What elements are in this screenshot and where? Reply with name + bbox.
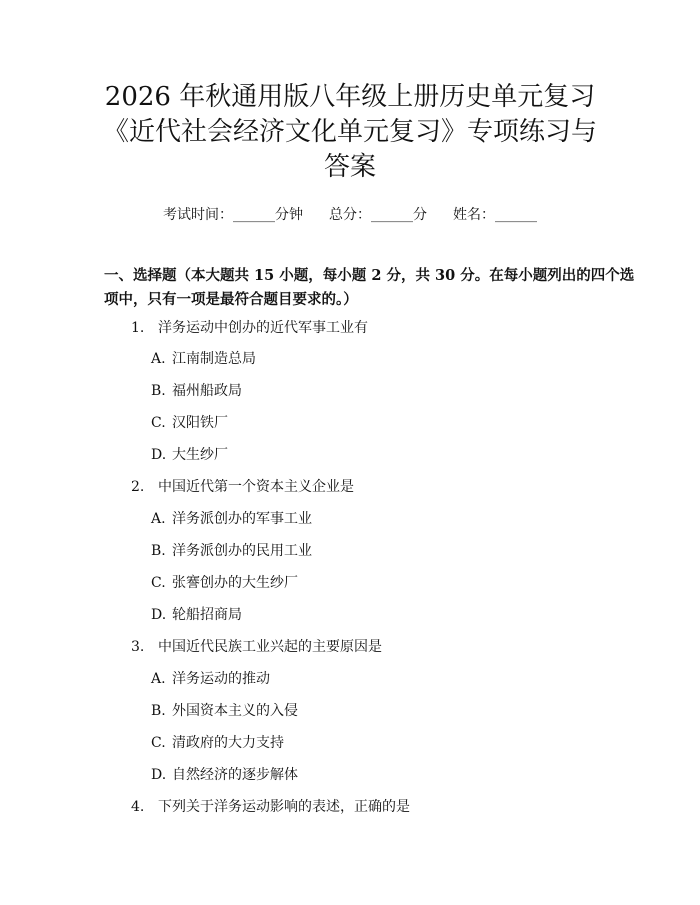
question-text: 下列关于洋务运动影响的表述，正确的是 — [158, 799, 410, 815]
option-letter: D. — [151, 447, 167, 463]
question-2 — [131, 477, 354, 497]
option-letter: B. — [151, 703, 166, 719]
section-heading — [104, 264, 635, 312]
option-text: 江南制造总局 — [172, 351, 256, 367]
question-text: 中国近代民族工业兴起的主要原因是 — [158, 639, 382, 655]
option-1b — [151, 381, 242, 401]
option-letter: B. — [151, 383, 166, 399]
option-text: 外国资本主义的入侵 — [172, 703, 298, 719]
question-3 — [131, 637, 382, 657]
option-text: 福州船政局 — [172, 383, 242, 399]
option-letter: D. — [151, 767, 167, 783]
option-text: 自然经济的逐步解体 — [172, 767, 298, 783]
option-letter: A. — [151, 351, 166, 367]
section-heading-line-1: 一、选择题（本大题共 15 小题，每小题 2 分，共 30 分。在每小题列出的四个选 — [104, 267, 635, 284]
question-4 — [131, 797, 410, 817]
option-2b — [151, 541, 312, 561]
question-number: 4. — [131, 799, 145, 815]
question-text: 洋务运动中创办的近代军事工业有 — [158, 320, 368, 336]
option-letter: A. — [151, 671, 166, 687]
option-1d — [151, 445, 228, 465]
question-1 — [131, 318, 368, 338]
question-number: 1. — [131, 320, 145, 336]
option-text: 洋务运动的推动 — [172, 671, 270, 687]
title-line-2: 《近代社会经济文化单元复习》专项练习与 — [102, 117, 597, 147]
option-1a — [151, 349, 256, 369]
option-text: 张謇创办的大生纱厂 — [172, 575, 298, 591]
option-3a — [151, 669, 270, 689]
option-2c — [151, 573, 298, 593]
option-text: 汉阳铁厂 — [172, 415, 228, 431]
option-text: 洋务派创办的军事工业 — [172, 511, 312, 527]
option-letter: C. — [151, 415, 166, 431]
option-letter: A. — [151, 511, 166, 527]
option-letter: B. — [151, 543, 166, 559]
option-text: 洋务派创办的民用工业 — [172, 543, 312, 559]
option-2a — [151, 509, 312, 529]
option-text: 大生纱厂 — [172, 447, 228, 463]
title-line-1: 2026 年秋通用版八年级上册历史单元复习 — [104, 82, 596, 112]
question-number: 3. — [131, 639, 145, 655]
section-heading-line-2: 项中，只有一项是最符合题目要求的。） — [104, 291, 358, 308]
option-letter: D. — [151, 607, 167, 623]
exam-info-row — [40, 204, 660, 226]
exam-time-field: 考试时间：______分钟 — [163, 207, 303, 223]
total-score-field: 总分：______分 — [329, 207, 427, 223]
student-name-field: 姓名：______ — [453, 207, 537, 223]
option-letter: C. — [151, 575, 166, 591]
option-3b — [151, 701, 298, 721]
option-text: 轮船招商局 — [172, 607, 242, 623]
option-3d — [151, 765, 298, 785]
question-number: 2. — [131, 479, 145, 495]
option-1c — [151, 413, 228, 433]
document-title — [40, 80, 660, 185]
option-3c — [151, 733, 284, 753]
title-line-3: 答案 — [323, 152, 376, 182]
option-text: 清政府的大力支持 — [172, 735, 284, 751]
option-letter: C. — [151, 735, 166, 751]
option-2d — [151, 605, 242, 625]
question-text: 中国近代第一个资本主义企业是 — [158, 479, 354, 495]
